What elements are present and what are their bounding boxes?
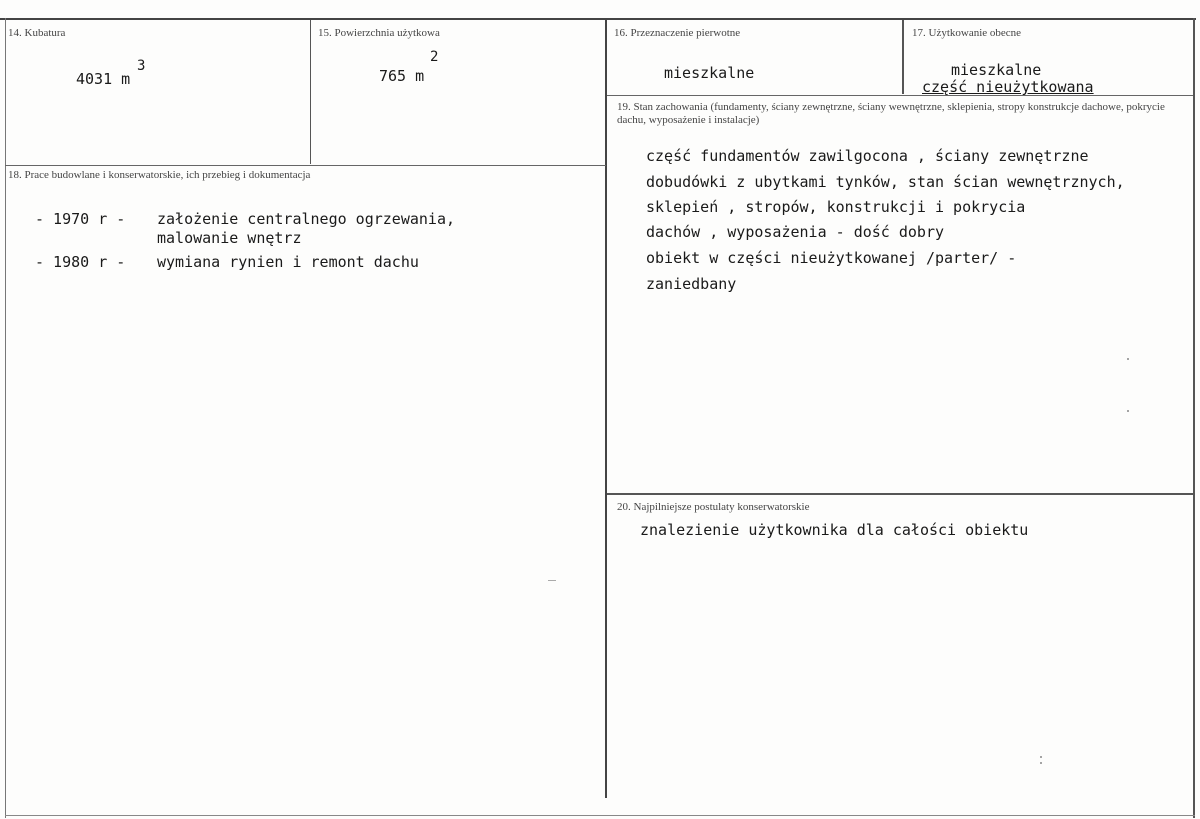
center-divider bbox=[605, 20, 607, 798]
kubatura-value: 4031 m bbox=[76, 70, 131, 88]
top-border bbox=[0, 18, 1196, 20]
entry-1970-year: - 1970 r - bbox=[35, 210, 126, 228]
row-divider-right-top bbox=[607, 95, 1193, 96]
przeznaczenie-value: mieszkalne bbox=[664, 64, 755, 82]
przeznaczenie-label: 16. Przeznaczenie pierwotne bbox=[614, 27, 741, 39]
entry-1970-line2: malowanie wnętrz bbox=[157, 229, 302, 247]
uzytkowanie-label: 17. Użytkowanie obecne bbox=[912, 27, 1022, 39]
divider-16-17 bbox=[902, 20, 904, 94]
scan-mark bbox=[1127, 410, 1129, 412]
prace-budowlane-label: 18. Prace budowlane i konserwatorskie, ich przebieg i dokumentacja bbox=[8, 169, 311, 181]
kubatura-label: 14. Kubatura bbox=[8, 27, 66, 39]
left-border bbox=[5, 18, 6, 818]
postulaty-label: 20. Najpilniejsze postulaty konserwatorskie bbox=[617, 501, 810, 513]
powierzchnia-unit-power: 2 bbox=[430, 49, 439, 65]
entry-1970-line1: założenie centralnego ogrzewania, bbox=[157, 210, 456, 228]
stan-line-1: część fundamentów zawilgocona , ściany zewnętrzne bbox=[646, 147, 1089, 165]
row-divider-right-bottom bbox=[607, 493, 1193, 495]
stan-line-2: dobudówki z ubytkami tynków, stan ścian wewnętrznych, bbox=[646, 173, 1125, 191]
powierzchnia-value: 765 m bbox=[379, 67, 425, 85]
scan-mark bbox=[548, 580, 556, 581]
uzytkowanie-line1: mieszkalne bbox=[951, 61, 1042, 79]
scan-mark bbox=[1040, 756, 1042, 758]
scan-mark bbox=[1040, 762, 1042, 764]
row-divider-left bbox=[5, 165, 606, 166]
stan-line-5: obiekt w części nieużytkowanej /parter/ - bbox=[646, 249, 1017, 267]
bottom-border bbox=[5, 815, 1195, 816]
stan-line-4: dachów , wyposażenia - dość dobry bbox=[646, 223, 945, 241]
right-border bbox=[1193, 18, 1195, 818]
scan-mark bbox=[1127, 358, 1129, 360]
entry-1980-line1: wymiana rynien i remont dachu bbox=[157, 253, 419, 271]
divider-14-15 bbox=[310, 20, 311, 164]
stan-line-3: sklepień , stropów, konstrukcji i pokrycia bbox=[646, 198, 1026, 216]
kubatura-unit-power: 3 bbox=[137, 58, 146, 74]
entry-1980-year: - 1980 r - bbox=[35, 253, 126, 271]
stan-zachowania-label: 19. Stan zachowania (fundamenty, ściany zewnętrzne, ściany wewnętrzne, sklepienia, stropy konstrukcje dachowe, pokrycie dachu, wyposażenie i instalacje) bbox=[617, 101, 1165, 126]
stan-line-6: zaniedbany bbox=[646, 275, 737, 293]
postulaty-value: znalezienie użytkownika dla całości obiektu bbox=[640, 521, 1029, 539]
uzytkowanie-line2: część nieużytkowana bbox=[922, 78, 1094, 96]
powierzchnia-label: 15. Powierzchnia użytkowa bbox=[318, 27, 440, 39]
